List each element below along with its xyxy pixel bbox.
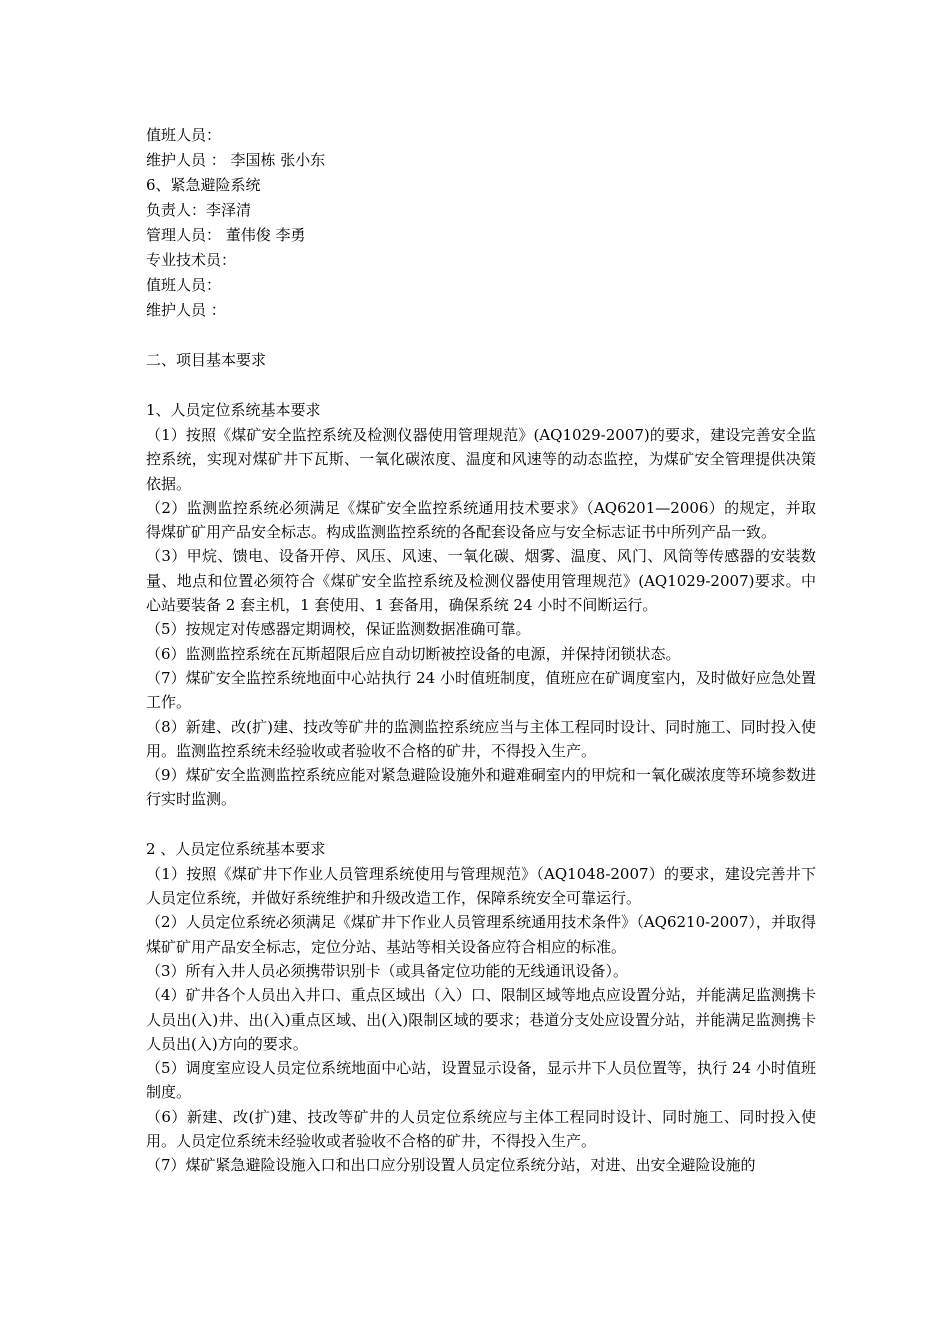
document-body <box>146 123 816 1178</box>
maintenance-staff-line-2: 维护人员 ： <box>146 301 226 319</box>
emergency-system-title: 6、紧急避险系统 <box>146 176 261 194</box>
requirement-item: （5）按规定对传感器定期调校，保证监测数据准确可靠。 <box>146 620 531 639</box>
requirement-item: （9）煤矿安全监测监控系统应能对紧急避险设施外和避难硐室内的甲烷和一氧化碳浓度等环境参数进行实时监测。 <box>146 766 816 809</box>
requirement-item: （8）新建、改(扩)建、技改等矿井的监测监控系统应当与主体工程同时设计、同时施工、同时投入使用。监测监控系统未经验收或者验收不合格的矿井，不得投入生产。 <box>146 717 816 760</box>
requirement-item: （1）按照《煤矿井下作业人员管理系统使用与管理规范》（AQ1048-2007）的要求，建设完善井下人员定位系统，并做好系统维护和升级改造工作，保障系统安全可靠运行。 <box>146 864 816 908</box>
requirement-item: （6）新建、改(扩)建、技改等矿井的人员定位系统应与主体工程同时设计、同时施工、同时投入使用。人员定位系统未经验收或者验收不合格的矿井，不得投入生产。 <box>146 1107 816 1151</box>
positioning-heading: 2 、人员定位系统基本要求 <box>146 839 326 858</box>
spacer <box>146 323 816 348</box>
requirement-item: （5）调度室应设人员定位系统地面中心站，设置显示设备，显示井下人员位置等，执行 24 小时值班制度。 <box>146 1059 816 1102</box>
duty-staff-line-2: 值班人员： <box>146 276 222 294</box>
management-staff-line: 管理人员： 董伟俊 李勇 <box>146 226 306 244</box>
monitoring-requirements <box>146 398 816 812</box>
requirement-item: （7）煤矿安全监控系统地面中心站执行 24 小时值班制度，值班应在矿调度室内，及时做好应急处置工作。 <box>146 668 816 712</box>
requirement-item: （7）煤矿紧急避险设施入口和出口应分别设置人员定位系统分站，对进、出安全避险设施的 <box>146 1156 756 1175</box>
technician-line: 专业技术员： <box>146 251 237 269</box>
requirement-item: （1）按照《煤矿安全监控系统及检测仪器使用管理规范》(AQ1029-2007)的要求，建设完善安全监控系统，实现对煤矿井下瓦斯、一氧化碳浓度、温度和风速等的动态监控，为煤矿安全管理提供决策依据。 <box>146 426 816 493</box>
staff-list <box>146 123 816 323</box>
section-title: 二、项目基本要求 <box>146 351 267 369</box>
requirement-item: （6）监测监控系统在瓦斯超限后应自动切断被控设备的电源，并保持闭锁状态。 <box>146 644 681 663</box>
spacer <box>146 373 816 398</box>
requirement-item: （3）甲烷、馈电、设备开停、风压、风速、一氧化碳、烟雾、温度、风门、风筒等传感器的安装数量、地点和位置必须符合《煤矿安全监控系统及检测仪器使用管理规范》(AQ1029-2007)要求。中心站要装备 2 套主机，1 套使用、1 套备用，确保系统 24 小时不间断运行。 <box>146 547 816 615</box>
person-in-charge-line: 负责人：李泽清 <box>146 201 252 219</box>
maintenance-staff-line: 维护人员 ： 李国栋 张小东 <box>146 151 326 169</box>
requirement-item: （4）矿井各个人员出入井口、重点区域出（入）口、限制区域等地点应设置分站，并能满足监测携卡人员出(入)井、出(入)重点区域、出(入)限制区域的要求；巷道分支处应设置分站，并能满足监测携卡人员出(入)方向的要求。 <box>146 986 816 1053</box>
duty-staff-line: 值班人员： <box>146 126 222 144</box>
requirement-item: （2）人员定位系统必须满足《煤矿井下作业人员管理系统通用技术条件》（AQ6210-2007），并取得煤矿矿用产品安全标志，定位分站、基站等相关设备应符合相应的标准。 <box>146 913 816 956</box>
spacer <box>146 812 816 837</box>
monitoring-heading: 1、人员定位系统基本要求 <box>146 401 321 419</box>
positioning-requirements <box>146 837 816 1178</box>
requirement-item: （2）监测监控系统必须满足《煤矿安全监控系统通用技术要求》（AQ6201—2006）的规定，并取得煤矿矿用产品安全标志。构成监测监控系统的各配套设备应与安全标志证书中所列产品一致。 <box>146 498 816 542</box>
requirement-item: （3）所有入井人员必须携带识别卡（或具备定位功能的无线通讯设备）。 <box>146 961 629 980</box>
